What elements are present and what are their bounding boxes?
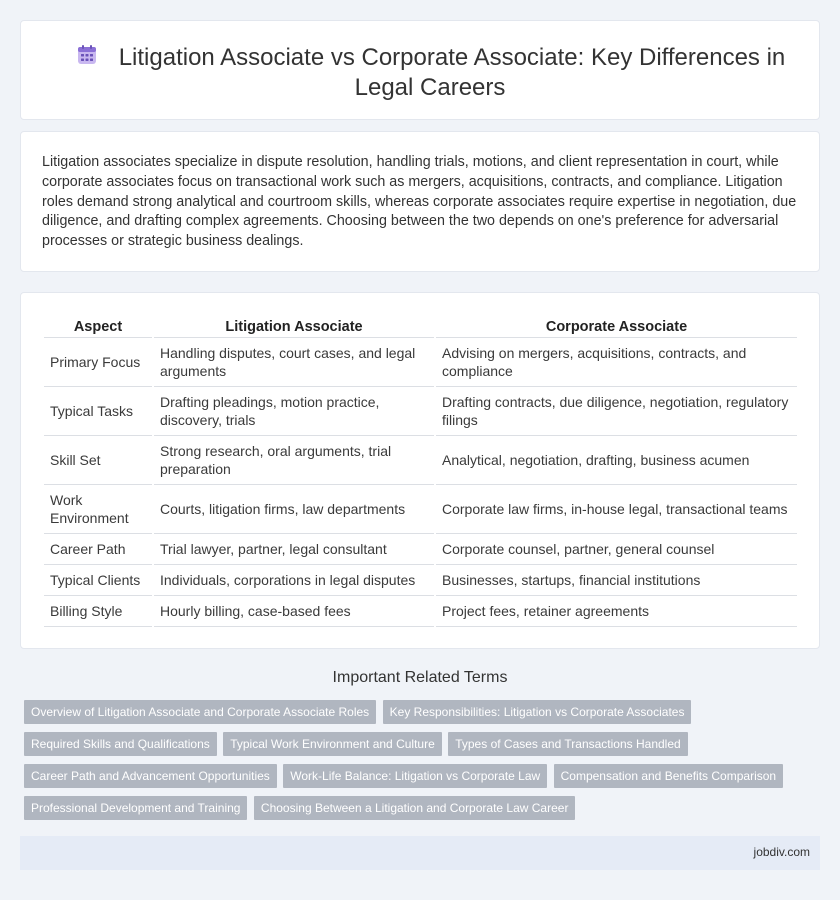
table-row: [44, 338, 797, 387]
related-term-tag[interactable]: Career Path and Advancement Opportunities: [24, 764, 277, 788]
related-term-tag[interactable]: Work-Life Balance: Litigation vs Corporate Law: [283, 764, 547, 788]
table-cell: Billing Style: [44, 596, 152, 627]
page-title: Litigation Associate vs Corporate Associate: Key Differences in Legal Careers: [118, 44, 786, 101]
comparison-table: [42, 317, 799, 627]
header-litigation: Litigation Associate: [154, 317, 434, 338]
table-cell: Trial lawyer, partner, legal consultant: [154, 534, 434, 565]
table-cell: Drafting contracts, due diligence, negotiation, regulatory filings: [436, 387, 797, 436]
table-row: [44, 387, 797, 436]
intro-text: Litigation associates specialize in dispute resolution, handling trials, motions, and client representation in court, while corporate associates focus on transactional work such as mergers, acquisitions, contracts, and compliance. Litigation roles demand strong analytical and courtroom skills, whereas corporate associates require expertise in negotiation, due diligence, and drafting complex agreements. Choosing between the two depends on one's preference for adversarial processes or strategic business dealings.: [42, 154, 797, 250]
table-cell: Strong research, oral arguments, trial preparation: [154, 436, 434, 485]
table-cell: Typical Tasks: [44, 387, 152, 436]
table-cell: Drafting pleadings, motion practice, discovery, trials: [154, 387, 434, 436]
related-term-tag[interactable]: Key Responsibilities: Litigation vs Corporate Associates: [383, 700, 692, 724]
table-cell: Advising on mergers, acquisitions, contracts, and compliance: [436, 338, 797, 387]
related-term-tag[interactable]: Professional Development and Training: [24, 796, 247, 820]
related-term-tag[interactable]: Required Skills and Qualifications: [24, 732, 217, 756]
related-terms-title: Important Related Terms: [332, 669, 508, 686]
table-row: [44, 596, 797, 627]
related-term-tag[interactable]: Overview of Litigation Associate and Corporate Associate Roles: [24, 700, 376, 724]
header-corporate: Corporate Associate: [436, 317, 797, 338]
footer-bar: [20, 836, 820, 870]
table-cell: Primary Focus: [44, 338, 152, 387]
table-cell: Corporate counsel, partner, general counsel: [436, 534, 797, 565]
table-row: [44, 565, 797, 596]
table-cell: Analytical, negotiation, drafting, business acumen: [436, 436, 797, 485]
related-terms-list: [24, 700, 814, 828]
table-row: [44, 485, 797, 534]
related-term-tag[interactable]: Choosing Between a Litigation and Corporate Law Career: [254, 796, 576, 820]
table-cell: Corporate law firms, in-house legal, transactional teams: [436, 485, 797, 534]
related-term-tag[interactable]: Typical Work Environment and Culture: [223, 732, 442, 756]
table-cell: Typical Clients: [44, 565, 152, 596]
comparison-card: [20, 292, 820, 649]
table-cell: Handling disputes, court cases, and legal arguments: [154, 338, 434, 387]
table-cell: Courts, litigation firms, law departments: [154, 485, 434, 534]
header-aspect: Aspect: [44, 317, 152, 338]
footer-site-link[interactable]: jobdiv.com: [753, 845, 810, 859]
title-card: [20, 20, 820, 120]
table-cell: Businesses, startups, financial institutions: [436, 565, 797, 596]
table-cell: Work Environment: [44, 485, 152, 534]
table-cell: Skill Set: [44, 436, 152, 485]
calendar-grid-icon: [75, 43, 99, 67]
table-cell: Individuals, corporations in legal disputes: [154, 565, 434, 596]
intro-card: [20, 131, 820, 272]
related-term-tag[interactable]: Types of Cases and Transactions Handled: [448, 732, 687, 756]
related-term-tag[interactable]: Compensation and Benefits Comparison: [554, 764, 783, 788]
table-cell: Project fees, retainer agreements: [436, 596, 797, 627]
table-row: [44, 436, 797, 485]
table-cell: Career Path: [44, 534, 152, 565]
page-title-wrap: [61, 43, 799, 103]
table-cell: Hourly billing, case-based fees: [154, 596, 434, 627]
table-header-row: [44, 317, 797, 338]
table-row: [44, 534, 797, 565]
